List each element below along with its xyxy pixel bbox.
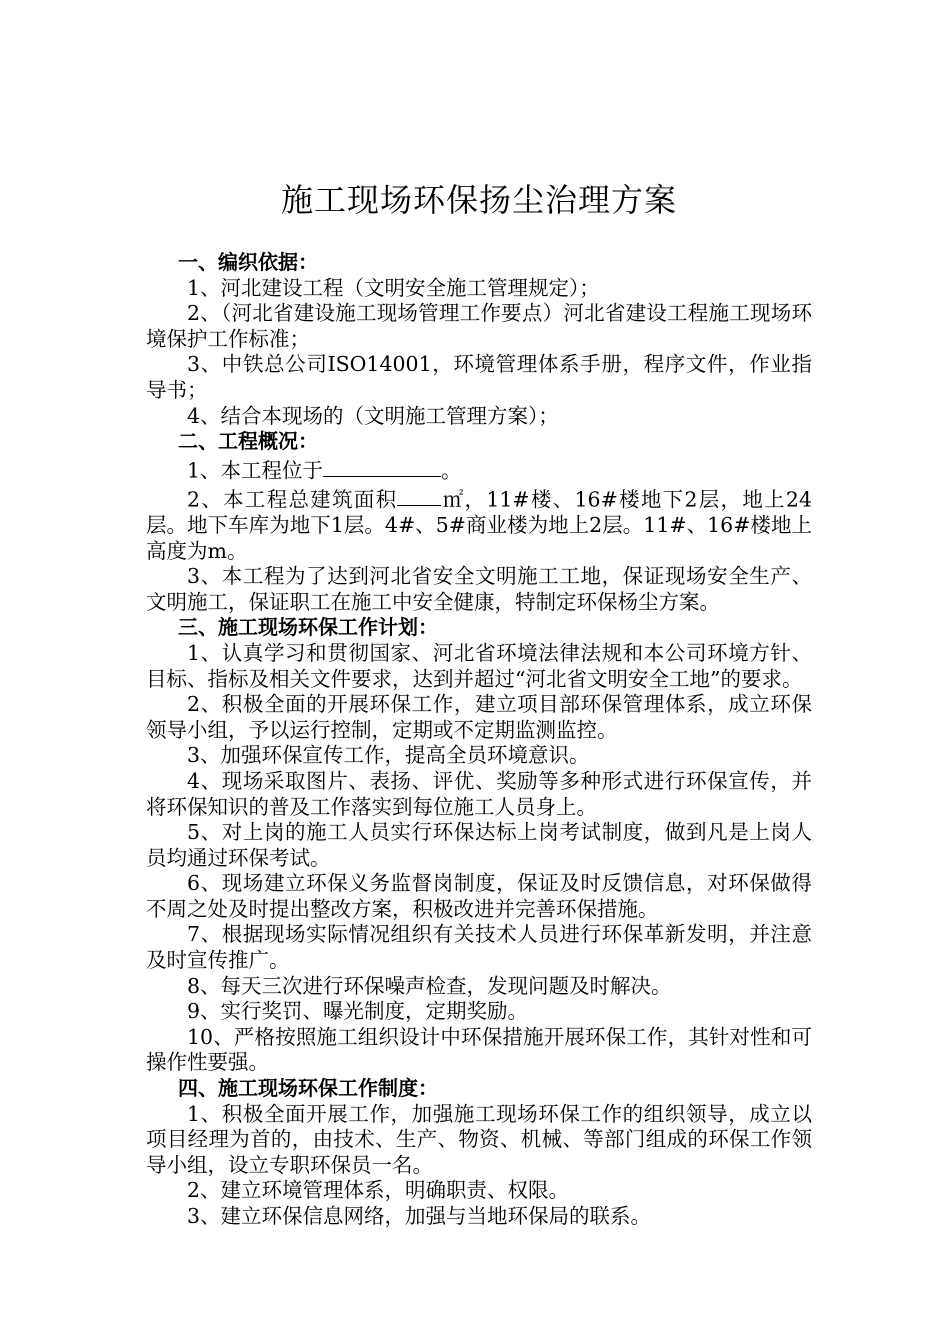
paragraph: 1、河北建设工程（文明安全施工管理规定）； [187,275,600,300]
area-blank [397,484,441,507]
paragraph: 6、现场建立环保义务监督岗制度，保证及时反馈信息，对环保做得不周之处及时提出整改方案，积极改进并完善环保措施。 [146,871,812,921]
paragraph: 2、（河北省建设施工现场管理工作要点）河北省建设工程施工现场环境保护工作标准； [146,301,812,351]
paragraph: 3、加强环保宣传工作，提高全员环境意识。 [187,743,590,768]
paragraph: 3、中铁总公司ISO14001，环境管理体系手册，程序文件，作业指导书； [146,352,812,402]
paragraph: 4、结合本现场的（文明施工管理方案）； [187,403,559,428]
document-body [146,250,812,1230]
text: 1、本工程位于 [187,458,324,483]
paragraph: 5、对上岗的施工人员实行环保达标上岗考试制度，做到凡是上岗人员均通过环保考试。 [146,820,812,870]
paragraph-location [146,455,812,484]
section-heading-3: 三、施工现场环保工作计划： [178,615,438,640]
paragraph: 2、建立环境管理体系，明确职责、权限。 [187,1178,570,1203]
paragraph: 2、积极全面的开展环保工作，建立项目部环保管理体系，成立环保领导小组，予以运行控制，定期或不定期监测监控。 [146,692,812,742]
paragraph: 9、实行奖罚、曝光制度，定期奖励。 [187,999,529,1024]
paragraph-area [146,484,812,564]
paragraph: 1、认真学习和贯彻国家、河北省环境法律法规和本公司环境方针、目标、指标及相关文件要求，达到并超过“河北省文明安全工地”的要求。 [146,640,812,691]
section-heading-4: 四、施工现场环保工作制度： [178,1076,438,1101]
section-heading-2: 二、工程概况： [178,429,318,454]
document-title: 施工现场环保扬尘治理方案 [280,181,677,219]
paragraph: 10、严格按照施工组织设计中环保措施开展环保工作，其针对性和可操作性要强。 [146,1024,812,1075]
text: ㎡，11#楼、16#楼地下2层，地上24层。地下车库为地下1层。4#、5#商业楼为地上2层。11#、16#楼地上高度为m。 [146,487,812,563]
paragraph: 4、现场采取图片、表扬、评优、奖励等多种形式进行环保宣传，并将环保知识的普及工作落实到每位施工人员身上。 [146,768,812,819]
paragraph: 3、本工程为了达到河北省安全文明施工工地，保证现场安全生产、文明施工，保证职工在施工中安全健康，特制定环保杨尘方案。 [146,564,812,614]
paragraph: 1、积极全面开展工作，加强施工现场环保工作的组织领导，成立以项目经理为首的，由技术、生产、物资、机械、等部门组成的环保工作领导小组，设立专职环保员一名。 [146,1101,812,1177]
section-heading-1: 一、编织依据： [178,250,318,274]
paragraph: 8、每天三次进行环保噪声检查，发现问题及时解决。 [187,973,672,998]
location-blank [323,455,441,478]
text: 2、本工程总建筑面积 [187,487,398,512]
paragraph: 3、建立环保信息网络，加强与当地环保局的联系。 [187,1204,652,1228]
text: 。 [441,458,462,483]
paragraph: 7、根据现场实际情况组织有关技术人员进行环保革新发明，并注意及时宣传推广。 [146,922,812,973]
